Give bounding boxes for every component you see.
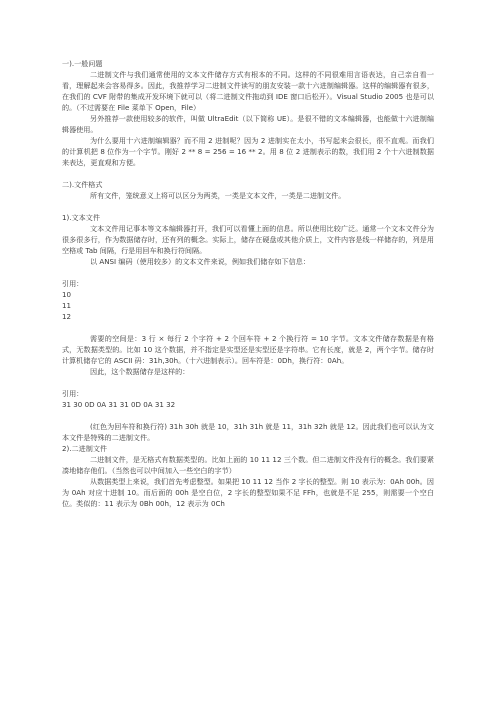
paragraph-why-hex: 为什么要用十六进制编辑器？而不用 2 进制呢？因为 2 进制实在太小，书写起来会很长，很不直观。而我们的计算机把 8 位作为一个字节。刚好 2 ** 8 = 256 = 16 ** 2。用 8 位 2 进制表示的数，我们用 2 个十六进制数据来表达，更直观和方便。 [62,136,434,167]
paragraph-text-file-desc: 文本文件用记事本等文本编辑器打开，我们可以看懂上面的信息。所以使用比较广泛。通常一个文本文件分为很多很多行，作为数据储存时，还有列的概念。实际上，储存在硬盘或其他介质上，文件内容是线一样储存的，列是用空格或 Tab 间隔，行是用回车和换行符间隔。 [62,224,434,255]
document-page [62,58,434,509]
section-title-file-format: 二).文件格式 [62,180,103,189]
section-title-binary-file: 2).二进制文件 [62,444,108,453]
paragraph-storage-intro: 因此，这个数据储存是这样的： [90,367,190,376]
quote-line-3: 12 [62,312,72,321]
quote-label-2: 引用： [62,389,84,398]
paragraph-ultraedit: 另外推荐一款使用较多的软件，叫做 UltraEdit（以下简称 UE）。是很不错的文本编辑器，也能做十六进制编辑器使用。 [62,114,434,134]
paragraph-file-types: 所有文件，笼统意义上将可以区分为两类，一类是文本文件，一类是二进制文件。 [90,191,346,200]
quote-line-2: 11 [62,301,72,310]
quote-label-1: 引用： [62,279,84,288]
paragraph-hex-explain: (红色为回车符和换行符) 31h 30h 就是 10，31h 31h 就是 11，31h 32h 就是 12。因此我们也可以认为文本文件是特殊的二进制文件。 [62,422,434,442]
paragraph-binary-desc: 二进制文件，是无格式有数据类型的。比如上面的 10 11 12 三个数。但二进制文件没有行的概念。我们要紧凑地储存他们。（当然也可以中间加入一些空白的字节） [62,455,434,475]
paragraph-space-needed: 需要的空间是：3 行 × 每行 2 个字符 + 2 个回车符 + 2 个换行符 = 10 字节。文本文件储存数据是有格式，无数据类型的。比如 10 这个数据，并不指定是实型还是实型还是字符串。它有长度，就是 2，两个字节。储存时计算机储存它的 ASCII 码：31h,30h。（十六进制表示）。回车符是：0Dh，换行符：0Ah。 [62,334,434,365]
paragraph-hex-editor-intro: 二进制文件与我们通常使用的文本文件储存方式有根本的不同。这样的不同很难用言语表达，自己亲自看一看，理解起来会容易得多。因此，我推荐学习二进制文件读写的朋友安装一款十六进制编辑器。这样的编辑器有很多，在我们的 CVF 附带的集成开发环境下就可以（将二进制文件拖动到 IDE 窗口后松开）。Visual Studio 2005 也是可以的。（不过需要在 File 菜单下 Open，File） [62,70,434,112]
section-title-text-file: 1).文本文件 [62,213,100,222]
paragraph-binary-int: 从数据类型上来说，我们首先考虑整型。如果把 10 11 12 当作 2 字长的整型。则 10 表示为：0Ah 00h。因为 0Ah 对应十进制 10。而后面的 00h 是空白位，2 字长的整型如果不足 FFh，也就是不足 255，则需要一个空白位。类似的：11 表示为 0Bh 00h，12 表示为 0Ch [62,477,434,508]
paragraph-ansi-example: 以 ANSI 编码（使用较多）的文本文件来说，例如我们储存如下信息： [90,257,310,266]
section-title-general: 一).一般问题 [62,59,103,68]
quote-hex-bytes: 31 30 0D 0A 31 31 0D 0A 31 32 [62,400,176,409]
quote-line-1: 10 [62,290,72,299]
